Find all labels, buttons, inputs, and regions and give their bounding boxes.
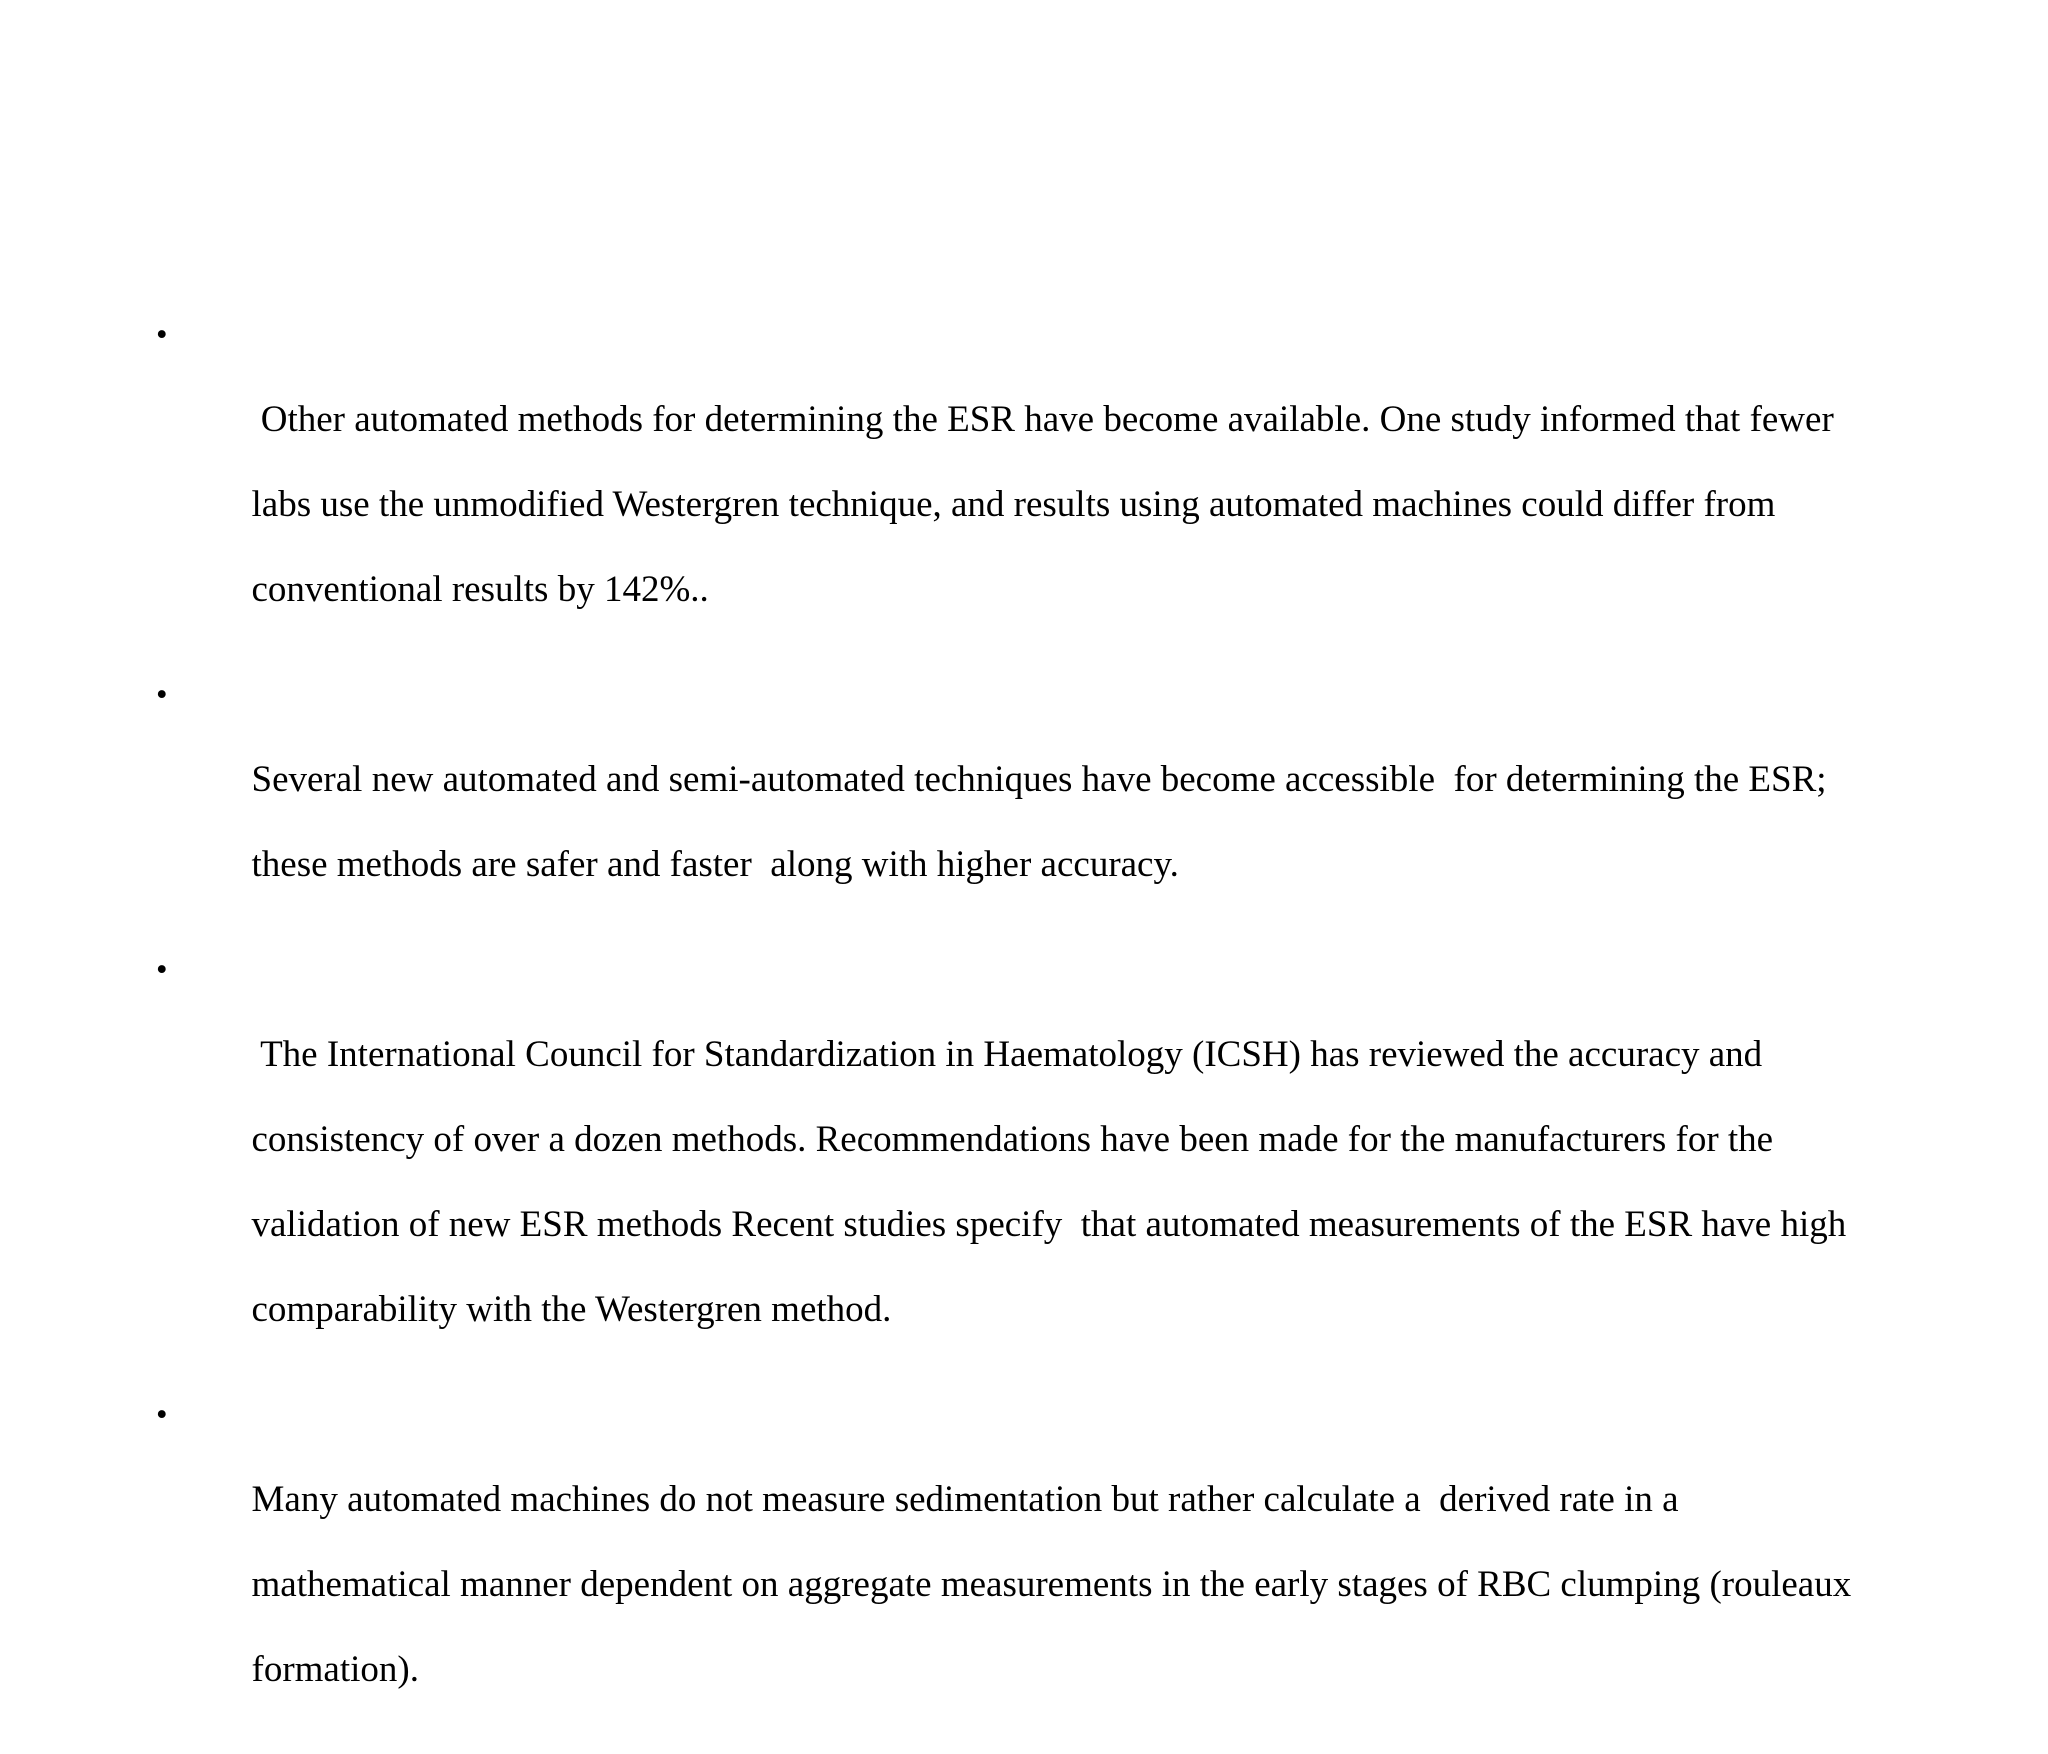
bullet-line: validation of new ESR methods Recent studies specify that automated measurements of the ESR have high — [251, 1204, 1847, 1245]
bullet-item-semi-automated-techniques — [150, 674, 1890, 929]
bullet-line: consistency of over a dozen methods. Recommendations have been made for the manufacturers for the — [251, 1119, 1774, 1160]
bullet-dot-icon: • — [156, 952, 168, 988]
bullet-line: Several new automated and semi-automated techniques have become accessible for determining the ESR; — [251, 759, 1827, 800]
bullet-list — [150, 314, 1890, 1754]
bullet-item-automated-methods — [150, 314, 1890, 654]
bullet-line: Other automated methods for determining the ESR have become available. One study informed that fewer — [251, 399, 1834, 440]
bullet-line: labs use the unmodified Westergren technique, and results using automated machines could differ from — [251, 484, 1776, 525]
bullet-item-derived-rate — [150, 1394, 1890, 1734]
bullet-line: The International Council for Standardization in Haematology (ICSH) has reviewed the accuracy and — [251, 1034, 1763, 1075]
bullet-line: these methods are safer and faster along with higher accuracy. — [251, 844, 1179, 885]
bullet-item-icsh-review — [150, 949, 1890, 1374]
bullet-dot-icon: • — [156, 677, 168, 713]
bullet-dot-icon: • — [156, 317, 168, 353]
bullet-line: Many automated machines do not measure sedimentation but rather calculate a derived rate in a — [251, 1479, 1679, 1520]
bullet-line: mathematical manner dependent on aggregate measurements in the early stages of RBC clumping (rouleaux — [251, 1564, 1852, 1605]
bullet-line: conventional results by 142%.. — [251, 569, 709, 610]
bullet-line: comparability with the Westergren method. — [251, 1289, 892, 1330]
bullet-dot-icon: • — [156, 1397, 168, 1433]
bullet-line: formation). — [251, 1649, 419, 1690]
